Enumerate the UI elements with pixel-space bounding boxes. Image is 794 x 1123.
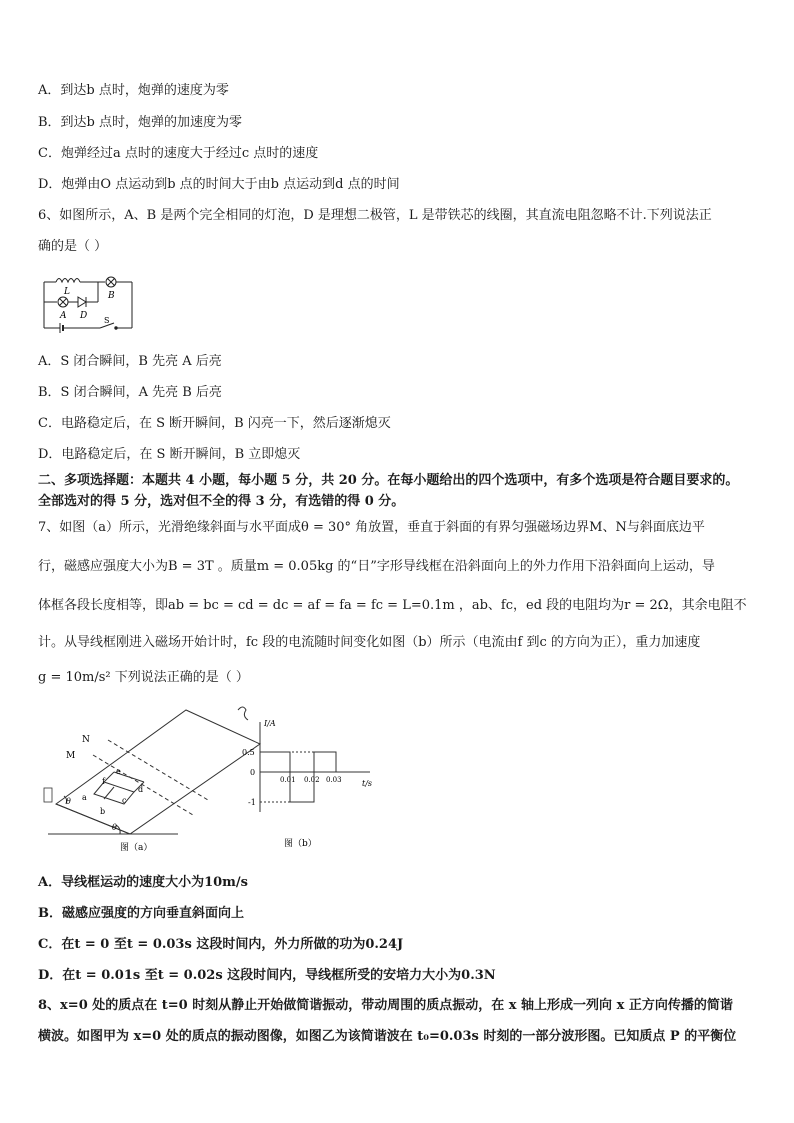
q7-stem-line1: 7、如图（a）所示，光滑绝缘斜面与水平面成θ = 30° 角放置，垂直于斜面的有界匀强磁场边界M、N与斜面底边平 [38,520,705,535]
q7-option-b: B．磁感应强度的方向垂直斜面向上 [38,906,244,921]
point-d-label: d [138,785,144,794]
q7-stem-line2: 行，磁感应强度大小为B = 3T 。质量m = 0.05kg 的“日”字形导线框在沿斜面向上的外力作用下沿斜面向上运动，导 [38,559,715,574]
point-f-label: f [102,777,105,786]
graph-y-tick-neg: -1 [248,798,256,807]
angle-label-top: θ [66,797,71,806]
boundary-m-label: M [66,751,76,761]
point-c-label: c [122,796,127,805]
q7-stem-line3: 体框各段长度相等，即ab = bc = cd = dc = af = fa = fc = L=0.1m ，ab、fc，ed 段的电阻均为r = 2Ω，其余电阻不 [38,598,747,613]
q5-option-a: A．到达b 点时，炮弹的速度为零 [38,83,229,98]
q6-option-c: C．电路稳定后，在 S 断开瞬间，B 闪亮一下，然后逐渐熄灭 [38,416,391,431]
q6-stem-line2: 确的是（ ） [38,239,108,254]
q8-stem-line1: 8、x=0 处的质点在 t=0 时刻从静止开始做简谐振动，带动周围的质点振动，在 x 轴上形成一列向 x 正方向传播的简谐 [38,998,733,1013]
q6-option-d: D．电路稳定后，在 S 断开瞬间，B 立即熄灭 [38,447,301,462]
figure-b-caption: 图（b） [284,839,317,849]
graph-x-tick-3: 0.03 [326,776,342,784]
q7-option-c: C．在t = 0 至t = 0.03s 这段时间内，外力所做的功为0.24J [38,937,404,952]
q6-option-a: A．S 闭合瞬间，B 先亮 A 后亮 [38,354,222,369]
figure-b-current-graph [230,712,390,852]
figure-a-caption: 图（a） [120,843,153,853]
point-e-label: e [116,767,121,776]
q5-option-b: B．到达b 点时，炮弹的加速度为零 [38,115,243,130]
coil-label: L [64,287,70,297]
lamp-a-label: A [60,311,67,321]
q7-option-d: D．在t = 0.01s 至t = 0.02s 这段时间内，导线框所受的安培力大小为0.3N [38,968,496,983]
point-b-label: b [100,807,106,816]
section2-line1: 二、多项选择题：本题共 4 小题，每小题 5 分，共 20 分。在每小题给出的四个选项中，有多个选项是符合题目要求的。 [38,473,739,488]
q8-stem-line2: 横波。如图甲为 x=0 处的质点的振动图像，如图乙为该简谐波在 t₀=0.03s 时刻的一部分波形图。已知质点 P 的平衡位 [38,1029,737,1044]
graph-y-tick-pos: 0.5 [242,748,255,757]
switch-label: S [104,316,110,325]
q7-stem-line5: g = 10m/s² 下列说法正确的是（ ） [38,670,249,685]
q5-option-d: D．炮弹由O 点运动到b 点的时间大于由b 点运动到d 点的时间 [38,177,400,192]
section2-line2: 全部选对的得 5 分，选对但不全的得 3 分，有选错的得 0 分。 [38,494,405,509]
point-a-label: a [82,793,87,802]
diode-label: D [80,311,88,321]
graph-y-label: I/A [264,719,276,728]
boundary-n-label: N [82,735,90,745]
q7-option-a: A．导线框运动的速度大小为10m/s [38,875,248,890]
q7-stem-line4: 计。从导线框刚进入磁场开始计时，fc 段的电流随时间变化如图（b）所示（电流由f 到c 的方向为正），重力加速度 [38,635,701,650]
graph-x-label: t/s [362,779,373,788]
q6-option-b: B．S 闭合瞬间，A 先亮 B 后亮 [38,385,222,400]
graph-x-tick-2: 0.02 [304,776,320,784]
q6-stem-line1: 6、如图所示，A、B 是两个完全相同的灯泡，D 是理想二极管，L 是带铁芯的线圈，其直流电阻忽略不计.下列说法正 [38,208,712,223]
graph-x-tick-1: 0.01 [280,776,296,784]
circuit-diagram [38,268,138,338]
q5-option-c: C．炮弹经过a 点时的速度大于经过c 点时的速度 [38,146,319,161]
graph-y-tick-zero: 0 [250,768,256,777]
angle-label-bottom: θ [112,823,117,832]
lamp-b-label: B [108,291,115,301]
